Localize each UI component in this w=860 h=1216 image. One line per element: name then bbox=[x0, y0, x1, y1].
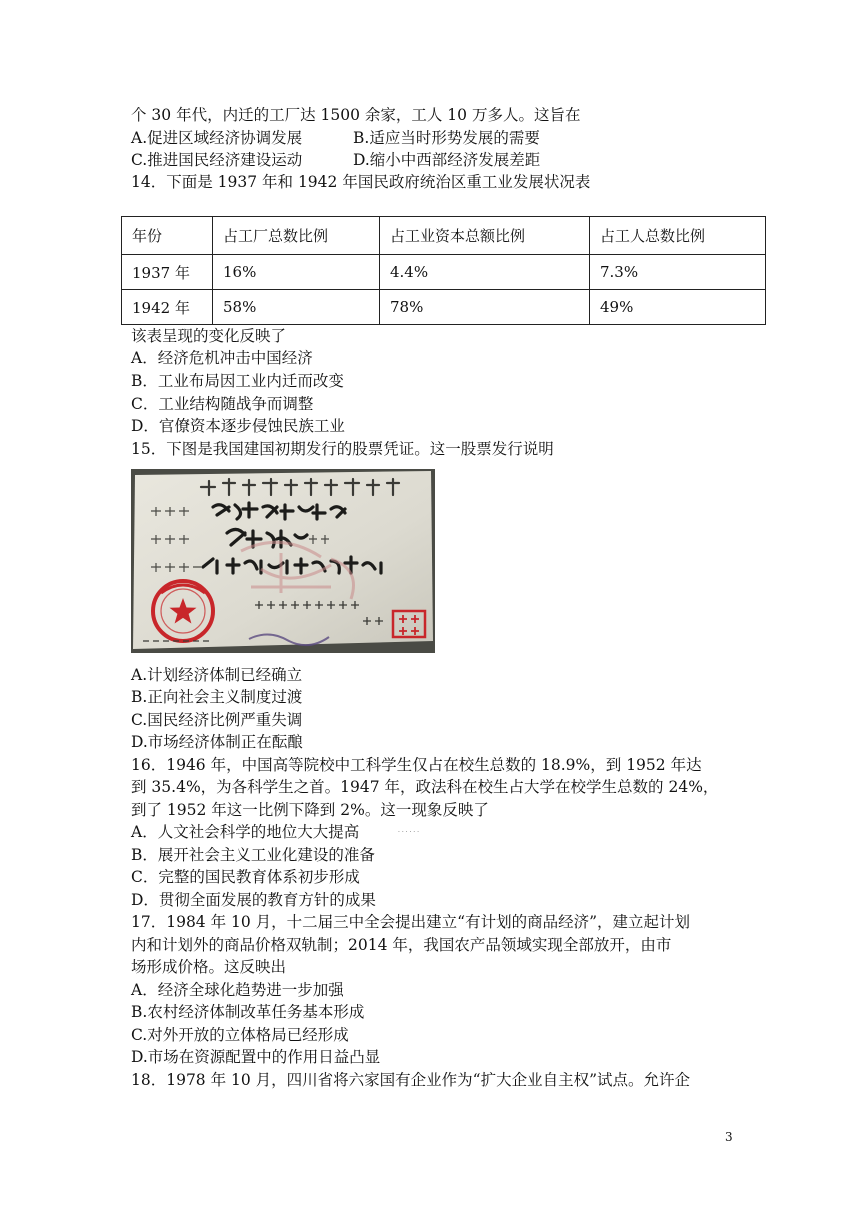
q13-option-a[interactable]: A.促进区域经济协调发展 bbox=[131, 129, 303, 147]
q15-option-c[interactable]: C.国民经济比例严重失调 bbox=[131, 711, 303, 729]
table-cell: 1937 年 bbox=[122, 255, 213, 290]
q13-options-row1 bbox=[131, 127, 540, 149]
q16-option-b[interactable]: B．展开社会主义工业化建设的准备 bbox=[131, 846, 375, 864]
q16-stem-line3: 到了 1952 年这一比例下降到 2%。这一现象反映了 bbox=[131, 801, 489, 819]
table-row bbox=[122, 255, 766, 290]
q14-option-c[interactable]: C．工业结构随战争而调整 bbox=[131, 395, 314, 413]
q17-option-c[interactable]: C.对外开放的立体格局已经形成 bbox=[131, 1026, 349, 1044]
q14-option-b[interactable]: B．工业布局因工业内迁而改变 bbox=[131, 372, 344, 390]
q14-option-d[interactable]: D．官僚资本逐步侵蚀民族工业 bbox=[131, 417, 345, 435]
q17-stem-line1: 17．1984 年 10 月，十二届三中全会提出建立“有计划的商品经济”，建立起计划 bbox=[131, 913, 691, 931]
q15-stem: 15．下图是我国建国初期发行的股票凭证。这一股票发行说明 bbox=[131, 440, 554, 458]
table-cell: 1942 年 bbox=[122, 290, 213, 325]
q15-option-a[interactable]: A.计划经济体制已经确立 bbox=[131, 666, 303, 684]
q17-option-b[interactable]: B.农村经济体制改革任务基本形成 bbox=[131, 1003, 365, 1021]
q18-stem-line1: 18．1978 年 10 月，四川省将六家国有企业作为“扩大企业自主权”试点。允许企 bbox=[131, 1071, 691, 1089]
page-number: 3 bbox=[725, 1130, 733, 1144]
table-cell: 7.3% bbox=[590, 255, 766, 290]
table-cell: 4.4% bbox=[380, 255, 590, 290]
table-header-cell: 占工业资本总额比例 bbox=[380, 217, 590, 255]
table-header-cell: 占工人总数比例 bbox=[590, 217, 766, 255]
table-row bbox=[122, 290, 766, 325]
stock-certificate-photo bbox=[131, 469, 435, 653]
q16-option-c[interactable]: C．完整的国民教育体系初步形成 bbox=[131, 868, 360, 886]
table-cell: 78% bbox=[380, 290, 590, 325]
industry-table bbox=[121, 216, 766, 325]
q16-stem-line2: 到 35.4%，为各科学生之首。1947 年，政法科在校生占大学在校学生总数的 24%， bbox=[131, 778, 719, 796]
q13-options-row2 bbox=[131, 149, 540, 171]
q13-option-d[interactable]: D.缩小中西部经济发展差距 bbox=[353, 151, 541, 169]
table-header-row bbox=[122, 217, 766, 255]
q16-option-d[interactable]: D．贯彻全面发展的教育方针的成果 bbox=[131, 891, 376, 909]
q14-option-a[interactable]: A．经济危机冲击中国经济 bbox=[131, 349, 313, 367]
q16-stem-line1: 16．1946 年，中国高等院校中工科学生仅占在校生总数的 18.9%，到 1952 年达 bbox=[131, 756, 702, 774]
q14-prompt: 该表呈现的变化反映了 bbox=[131, 327, 287, 345]
faint-watermark-mark: · · · · · · bbox=[398, 829, 419, 836]
q14-stem: 14．下面是 1937 年和 1942 年国民政府统治区重工业发展状况表 bbox=[131, 173, 591, 191]
q15-option-b[interactable]: B.正向社会主义制度过渡 bbox=[131, 688, 303, 706]
q13-option-b[interactable]: B.适应当时形势发展的需要 bbox=[353, 129, 540, 147]
q17-stem-line3: 场形成价格。这反映出 bbox=[131, 958, 287, 976]
table-cell: 58% bbox=[213, 290, 380, 325]
table-cell: 16% bbox=[213, 255, 380, 290]
q16-option-a[interactable]: A．人文社会科学的地位大大提高 bbox=[131, 823, 360, 841]
q13-option-c[interactable]: C.推进国民经济建设运动 bbox=[131, 151, 303, 169]
q13-stem: 个 30 年代，内迁的工厂达 1500 余家，工人 10 万多人。这旨在 bbox=[131, 106, 581, 124]
q17-stem-line2: 内和计划外的商品价格双轨制；2014 年，我国农产品领域实现全部放开，由市 bbox=[131, 936, 672, 954]
table-header-cell: 占工厂总数比例 bbox=[213, 217, 380, 255]
q15-option-d[interactable]: D.市场经济体制正在酝酿 bbox=[131, 733, 303, 751]
table-header-cell: 年份 bbox=[122, 217, 213, 255]
table-cell: 49% bbox=[590, 290, 766, 325]
q17-option-a[interactable]: A．经济全球化趋势进一步加强 bbox=[131, 981, 344, 999]
q17-option-d[interactable]: D.市场在资源配置中的作用日益凸显 bbox=[131, 1048, 381, 1066]
